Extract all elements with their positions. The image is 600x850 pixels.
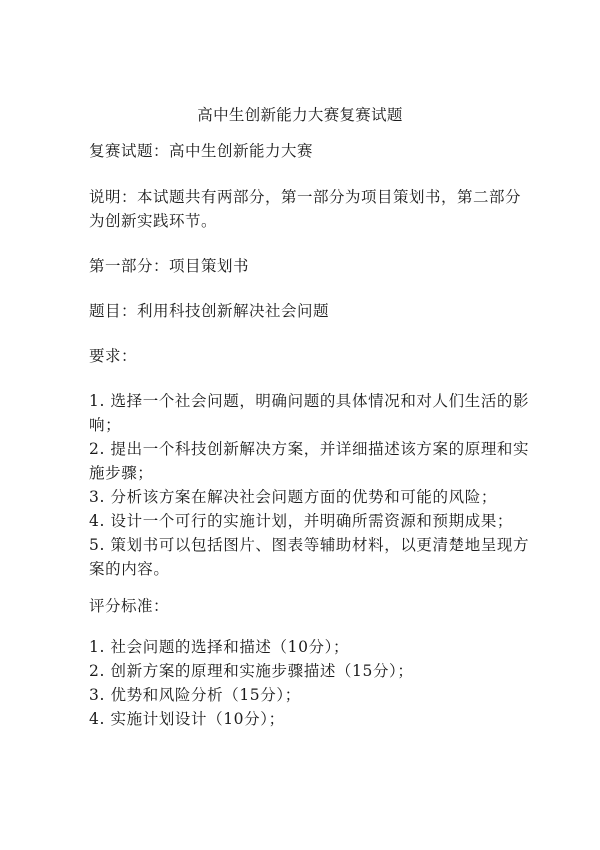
part1-heading-text: 第一部分：项目策划书 — [89, 257, 250, 275]
list-item: 1. 社会问题的选择和描述（10分）； — [89, 638, 350, 656]
list-item: 4. 实施计划设计（10分）； — [89, 710, 285, 728]
requirements-heading — [89, 344, 529, 368]
list-item: 5. 策划书可以包括图片、图表等辅助材料，以更清楚地呈现方 — [89, 536, 530, 554]
subtitle-line — [89, 139, 529, 163]
document-title: 高中生创新能力大赛复赛试题 — [197, 106, 403, 124]
topic-line — [89, 299, 529, 323]
requirements-heading-text: 要求： — [89, 347, 138, 365]
list-item: 4. 设计一个可行的实施计划，并明确所需资源和预期成果； — [89, 512, 514, 530]
list-item: 2. 创新方案的原理和实施步骤描述（15分）； — [89, 662, 414, 680]
list-item: 1. 选择一个社会问题，明确问题的具体情况和对人们生活的影 — [89, 392, 530, 410]
list-item: 施步骤； — [89, 464, 154, 482]
intro-paragraph — [89, 185, 529, 233]
list-item: 案的内容。 — [89, 560, 170, 578]
intro-line: 说明：本试题共有两部分，第一部分为项目策划书，第二部分 — [89, 188, 522, 206]
subtitle-text: 复赛试题：高中生创新能力大赛 — [89, 142, 314, 160]
topic-text: 题目：利用科技创新解决社会问题 — [89, 302, 330, 320]
list-item: 3. 分析该方案在解决社会问题方面的优势和可能的风险； — [89, 488, 497, 506]
requirements-list — [89, 389, 529, 581]
list-item: 响； — [89, 416, 122, 434]
scoring-heading — [89, 594, 529, 618]
list-item: 2. 提出一个科技创新解决方案，并详细描述该方案的原理和实 — [89, 440, 530, 458]
intro-line: 为创新实践环节。 — [89, 212, 218, 230]
scoring-heading-text: 评分标准： — [89, 597, 170, 615]
list-item: 3. 优势和风险分析（15分）； — [89, 686, 301, 704]
part1-heading — [89, 254, 529, 278]
scoring-list — [89, 635, 529, 731]
